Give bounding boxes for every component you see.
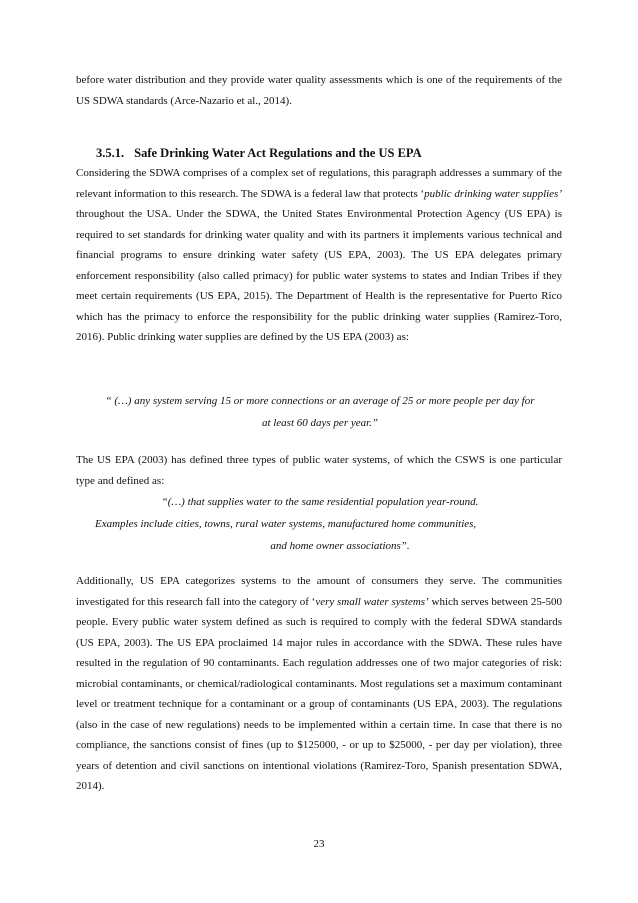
quote-line: “(…) that supplies water to the same residential population year-round. xyxy=(161,496,479,508)
quote-line: at least 60 days per year.” xyxy=(261,417,379,429)
section-heading xyxy=(96,146,422,161)
paragraph-text: Considering the SDWA comprises of a complex set of regulations, this paragraph addresses a summary of the relevant information to this research. The SDWA is a federal law that protects ‘ xyxy=(76,167,562,200)
italic-term: public drinking water supplies’ xyxy=(424,187,563,200)
block-quote-definition xyxy=(90,390,550,434)
paragraph-text: Additionally, US EPA categorizes systems to the amount of consumers they serve. The communities investigated for this research fall into the category of ‘ xyxy=(76,575,562,608)
block-quote-cws-definition xyxy=(90,491,550,557)
page-number: 23 xyxy=(313,838,325,850)
quote-line: “ (…) any system serving 15 or more connections or an average of 25 or more people per day for xyxy=(105,395,535,407)
paragraph-text: throughout the USA. Under the SDWA, the United States Environmental Protection Agency (US EPA) is required to set standards for drinking water quality and with its partners it implements various technical and financial programs to ensure drinking water safety (US EPA, 2003). The US EPA delegates primary enforcement responsibility (also called primacy) for public water systems to states and Indian Tribes if they meet certain requirements (US EPA, 2015). The Department of Health is the representative for Puerto Rico which has the primacy to enforce the responsibility for the public drinking water supplies (Ramirez-Toro, 2016). Public drinking water supplies are defined by the US EPA (2003) as: xyxy=(76,208,562,343)
continuation-paragraph: before water distribution and they provide water quality assessments which is one of the requirements of the US SDWA standards (Arce-Nazario et al., 2014). xyxy=(76,74,562,107)
paragraph-system-categories xyxy=(76,571,562,797)
paragraph-sdwa-summary xyxy=(76,163,562,348)
paragraph-system-types: The US EPA (2003) has defined three types of public water systems, of which the CSWS is one particular type and defined as: xyxy=(76,454,562,487)
italic-term: very small water systems’ xyxy=(315,595,429,608)
section-title: Safe Drinking Water Act Regulations and the US EPA xyxy=(134,146,422,160)
quote-line: Examples include cities, towns, rural water systems, manufactured home communities, xyxy=(95,518,477,530)
section-number: 3.5.1. xyxy=(96,146,125,160)
quote-line: and home owner associations”. xyxy=(270,540,410,552)
paragraph-text: which serves between 25-500 people. Every public water system defined as such is required to comply with the federal SDWA standards (US EPA, 2003). The US EPA proclaimed 14 major rules in accordance with the SDWA. These rules have resulted in the regulation of 90 contaminants. Each regulation addresses one of two major categories of risk: microbial contaminants, or chemical/radiological contaminants. Most regulations set a maximum contaminant level or treatment technique for a contaminant or a group of contaminants (US EPA, 2003). The regulations (also in the case of new regulations) needs to be implemented within a certain time. In case that there is no compliance, the sanctions consist of fines (up to $125000, - or up to $25000, - per day per violation), three years of detention and civil sanctions on intentional violations (Ramirez-Toro, Spanish presentation SDWA, 2014). xyxy=(76,595,562,792)
